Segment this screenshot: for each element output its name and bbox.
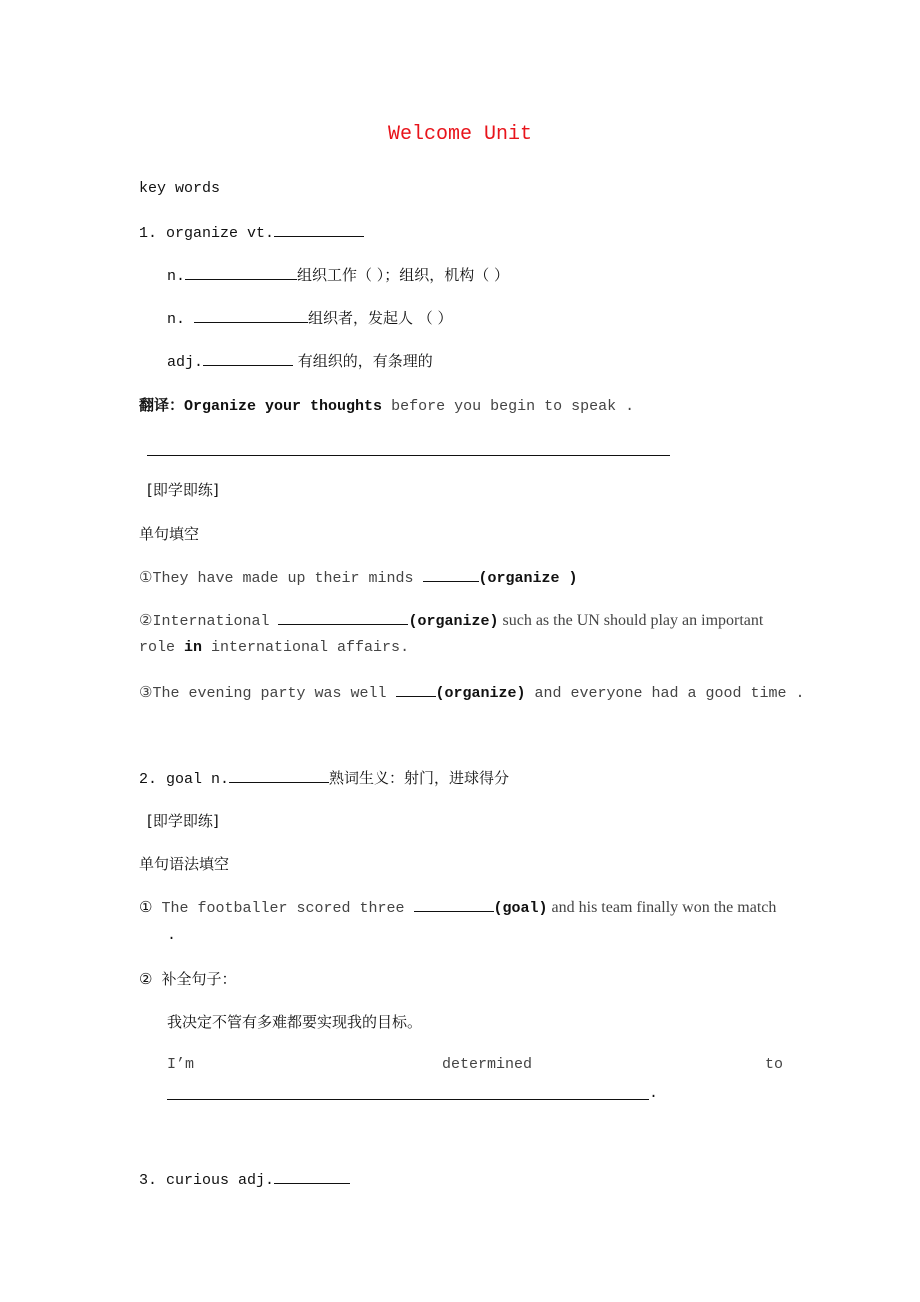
translate-rest: before you begin to speak . (382, 398, 635, 415)
key-words-heading: key words (139, 180, 221, 197)
translate-label: 翻译： (139, 396, 185, 414)
chinese-sentence: 我决定不管有多难都要实现我的目标。 (167, 1013, 423, 1031)
answer-blank[interactable] (414, 897, 494, 912)
n2-text: 组织者，发起人 （ ） (308, 309, 453, 327)
item2-meaning: 熟词生义：射门，进球得分 (329, 769, 510, 787)
item3-heading (139, 1169, 350, 1189)
item1-noun1 (167, 265, 509, 285)
adj-text: 有组织的，有条理的 (293, 352, 433, 370)
section-label: 单句语法填空 (139, 855, 230, 873)
translate-bold: Organize your thoughts (184, 398, 383, 415)
q-text: ②International (139, 613, 279, 630)
answer-blank[interactable] (274, 1169, 350, 1184)
practice-label: [即学即练] (147, 481, 219, 499)
item3-head-text: 3. curious adj. (139, 1172, 275, 1189)
q-hint: (goal) (493, 900, 548, 917)
answer-blank[interactable] (278, 610, 408, 625)
q-text: The footballer scored three (161, 900, 414, 917)
q-text: ①They have made up their minds (139, 570, 423, 587)
question-2-cont (139, 638, 409, 658)
item1-noun2 (167, 308, 453, 328)
q-number: ② (139, 972, 153, 989)
item1-heading (139, 222, 364, 242)
answer-blank[interactable] (274, 222, 364, 237)
q-text: such as the UN should play an important (498, 612, 764, 629)
q-hint: (organize ) (478, 570, 578, 587)
question-2 (139, 610, 763, 630)
translate-line (139, 395, 634, 415)
question-2 (139, 969, 236, 989)
n2-prefix: n. (167, 311, 195, 328)
q-label: 补全句子： (161, 970, 237, 988)
q-text: and his team finally won the match (547, 899, 777, 916)
q-text: international affairs. (202, 639, 410, 656)
answer-blank[interactable] (185, 265, 297, 280)
item1-adj (167, 351, 433, 371)
item2-heading (139, 768, 509, 788)
q-text: ③The evening party was well (139, 685, 396, 702)
sentence-word: I’m (167, 1056, 195, 1073)
sentence-answer-line[interactable] (167, 1099, 649, 1100)
item2-head-text: 2. goal n. (139, 771, 230, 788)
section-label: 单句填空 (139, 525, 200, 543)
sentence-word: to (765, 1056, 784, 1073)
n1-text: 组织工作（ ）；组织，机构（ ） (297, 266, 510, 284)
sentence-end: . (649, 1085, 659, 1102)
q-text: role (139, 639, 185, 656)
answer-blank[interactable] (423, 567, 479, 582)
q-hint: (organize) (435, 685, 526, 702)
sentence-word: determined (442, 1056, 533, 1073)
adj-prefix: adj. (167, 354, 204, 371)
question-3 (139, 682, 805, 702)
q-hint: (organize) (408, 613, 499, 630)
answer-blank[interactable] (396, 682, 436, 697)
n1-prefix: n. (167, 268, 186, 285)
question-1 (139, 897, 776, 917)
answer-blank[interactable] (194, 308, 308, 323)
q-text: and everyone had a good time . (525, 685, 805, 702)
item1-head-text: 1. organize vt. (139, 225, 275, 242)
question-1 (139, 567, 578, 587)
practice-label: [即学即练] (147, 812, 219, 830)
q-number: ① (139, 900, 153, 917)
answer-blank[interactable] (203, 351, 293, 366)
answer-blank[interactable] (229, 768, 329, 783)
translation-answer-line[interactable] (147, 455, 670, 456)
question-1-end: . (167, 927, 177, 944)
page-title: Welcome Unit (387, 123, 533, 146)
q-text-bold: in (184, 639, 203, 656)
